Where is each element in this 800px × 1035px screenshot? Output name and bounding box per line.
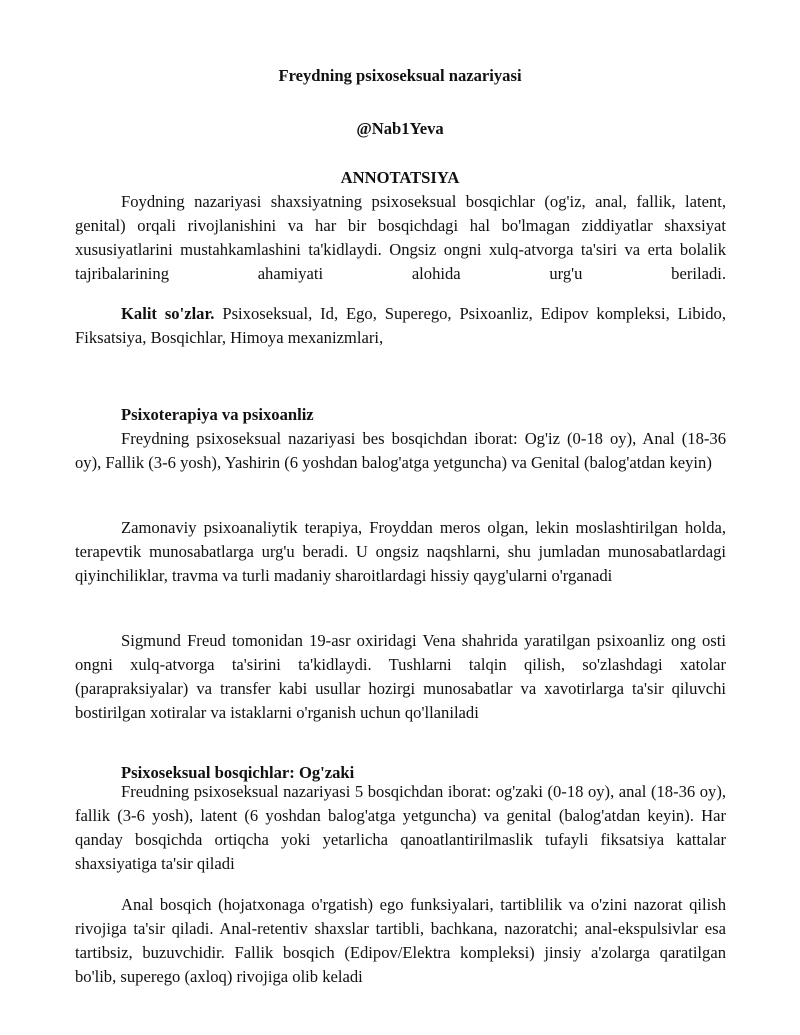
section2-paragraph-1: Freudning psixoseksual nazariyasi 5 bosqichdan iborat: og'zaki (0-18 oy), anal (18-36 oy), fallik (3-6 yosh), latent (6 yoshdan balog'atga yetguncha) va genital (balog'atdan keyin). Har qanday bosqichda ortiqcha yoki yetarlicha qanoatlantirilmaslik tufayli fiksatsiya kattalar shaxsiyatiga ta'sir qiladi: [75, 782, 726, 873]
section-heading-psixoseksual: Psixoseksual bosqichlar: Og'zaki: [121, 763, 355, 782]
document-title: Freydning psixoseksual nazariyasi: [278, 66, 522, 85]
section-heading-psixoterapiya: Psixoterapiya va psixoanliz: [121, 405, 314, 424]
keywords-text: Psixoseksual, Id, Ego, Superego, Psixoanliz, Edipov kompleksi, Libido, Fiksatsiya, Bosqichlar, Himoya mexanizmlari,: [75, 304, 726, 347]
section1-paragraph-2: Zamonaviy psixoanaliytik terapiya, Froyddan meros olgan, lekin moslashtirilgan holda, terapevtik munosabatlarga urg'u beradi. U ongsiz naqshlarni, shu jumladan munosabatlardagi qiyinchiliklar, travma va turli madaniy sharoitlardagi hissiy qayg'ularni o'rganadi: [75, 518, 726, 585]
keywords-label: Kalit so'zlar.: [121, 304, 215, 323]
author-handle: @Nab1Yeva: [356, 119, 444, 138]
section1-paragraph-3: Sigmund Freud tomonidan 19-asr oxiridagi Vena shahrida yaratilgan psixoanliz ong osti ongni xulq-atvorga ta'sirini ta'kidlaydi. Tushlarni talqin qilish, so'zlashdagi xatolar (parapraksiyalar) va transfer kabi usullar hozirgi munosabatlar va xavotirlarga ta'sir qiluvchi bostirilgan xotiralar va istaklarni o'rganish uchun qo'llaniladi: [75, 631, 726, 722]
annotation-heading: ANNOTATSIYA: [340, 168, 460, 187]
annotation-paragraph: Foydning nazariyasi shaxsiyatning psixoseksual bosqichlar (og'iz, anal, fallik, latent, genital) orqali rivojlanishini va har bir bosqichdagi hal bo'lmagan ziddiyatlar shaxsiyat xususiyatlarini mustahkamlashini ta'kidlaydi. Ongsiz ongni xulq-atvorga ta'siri va erta bolalik tajribalarining ahamiyati alohida urg'u beriladi.: [75, 192, 726, 283]
section1-paragraph-1: Freydning psixoseksual nazariyasi bes bosqichdan iborat: Og'iz (0-18 oy), Anal (18-36 oy), Fallik (3-6 yosh), Yashirin (6 yoshdan balog'atga yetguncha) va Genital (balog'atdan keyin): [75, 429, 726, 472]
section2-paragraph-2: Anal bosqich (hojatxonaga o'rgatish) ego funksiyalari, tartiblilik va o'zini nazorat qilish rivojiga ta'sir qiladi. Anal-retentiv shaxslar tartibli, bachkana, nazoratchi; anal-ekspulsivlar esa tartibsiz, buzuvchidir. Fallik bosqich (Edipov/Elektra kompleksi) jinsiy a'zolarga qaratilgan bo'lib, superego (axloq) rivojiga olib keladi: [75, 895, 726, 986]
keywords-paragraph: [75, 302, 726, 350]
